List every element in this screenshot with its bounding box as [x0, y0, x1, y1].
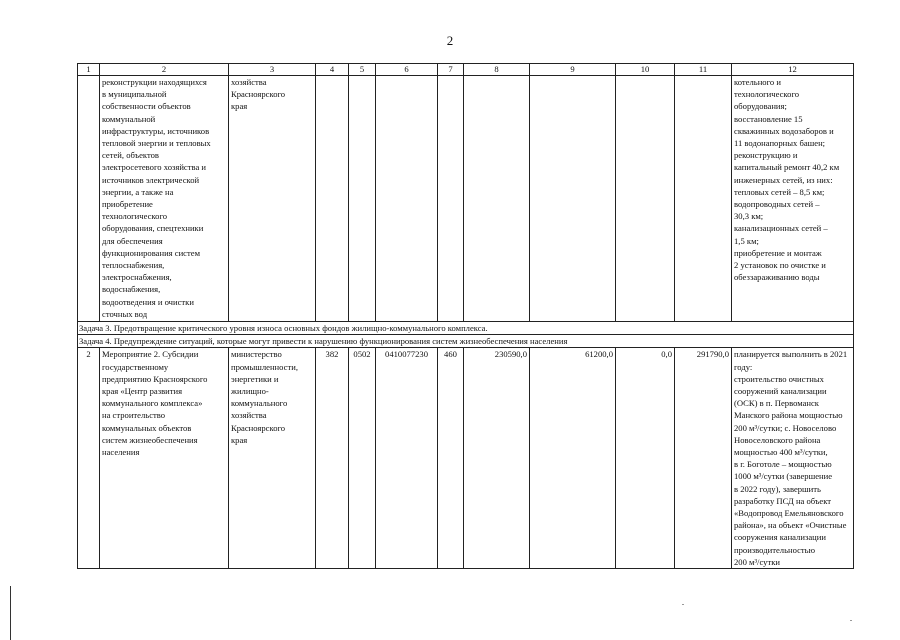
- target-article-cell: 0410077230: [376, 348, 438, 569]
- measure-name-cell: реконструкции находящихся в муниципальной собственности объектов коммунальной инфраструктуры, источников тепловой энергии и тепловых сетей, объектов электросетевого хозяйства и источников электрической энергии, а также на приобретение технологического оборудования, спецтехники для обеспечения функционирования систем теплоснабжения, электроснабжения, водоснабжения, водоотведения и очистки сточных вод: [100, 76, 229, 322]
- task-4-heading: Задача 4. Предупреждение ситуаций, которые могут привести к нарушению функционирования систем жизнеобеспечения населения: [78, 335, 854, 348]
- header-cell: 9: [530, 64, 616, 76]
- expected-result-cell: котельного и технологического оборудования; восстановление 15 скважинных водозаборов и 11 водонапорных башен; реконструкцию и капитальный ремонт 40,2 км инженерных сетей, из них: тепловых сетей – 8,5 км; водопроводных сетей – 30,3 км; канализационных сетей – 1,5 км; приобретение и монтаж 2 установок по очистке и обеззараживанию воды: [732, 76, 854, 322]
- empty-cell: [316, 76, 349, 322]
- header-cell: 10: [616, 64, 675, 76]
- table-header-row: [78, 64, 854, 76]
- header-cell: 8: [464, 64, 530, 76]
- task-3-heading: Задача 3. Предотвращение критического уровня износа основных фондов жилищно-коммунального комплекса.: [78, 322, 854, 335]
- page-number: 2: [446, 33, 454, 48]
- table-row: [78, 348, 854, 569]
- header-cell: 3: [229, 64, 316, 76]
- responsible-cell: министерство промышленности, энергетики и жилищно- коммунального хозяйства Красноярского края: [229, 348, 316, 569]
- task-row: [78, 322, 854, 335]
- amount-year2-cell: 61200,0: [530, 348, 616, 569]
- scan-speck: [850, 620, 852, 621]
- task-row: [78, 335, 854, 348]
- header-cell: 7: [438, 64, 464, 76]
- header-cell: 12: [732, 64, 854, 76]
- empty-cell: [438, 76, 464, 322]
- row-number-cell: [78, 76, 100, 322]
- table-row: [78, 76, 854, 322]
- header-cell: 5: [349, 64, 376, 76]
- row-number-cell: 2: [78, 348, 100, 569]
- measure-name-cell: Мероприятие 2. Субсидии государственному предприятию Красноярского края «Центр развития коммунального комплекса» на строительство коммунальных объектов систем жизнеобеспечения населения: [100, 348, 229, 569]
- scan-margin-line: [10, 586, 11, 640]
- empty-cell: [464, 76, 530, 322]
- header-cell: 1: [78, 64, 100, 76]
- header-cell: 11: [675, 64, 732, 76]
- empty-cell: [616, 76, 675, 322]
- empty-cell: [349, 76, 376, 322]
- header-cell: 4: [316, 64, 349, 76]
- amount-total-cell: 291790,0: [675, 348, 732, 569]
- header-cell: 2: [100, 64, 229, 76]
- responsible-cell: хозяйства Красноярского края: [229, 76, 316, 322]
- empty-cell: [675, 76, 732, 322]
- header-cell: 6: [376, 64, 438, 76]
- expense-type-cell: 460: [438, 348, 464, 569]
- empty-cell: [530, 76, 616, 322]
- expected-result-cell: планируется выполнить в 2021 году: строительство очистных сооружений канализации (ОСК) в п. Первоманск Манского района мощностью 200 м³/сутки; с. Новоселово Новоселовского района мощностью 400 м³/сутки, в г. Боготоле – мощностью 1000 м³/сутки (завершение в 2022 году), завершить разработку ПСД на объект «Водопровод Емельяновского района», на объект «Очистные сооружения канализации производительностью 200 м³/сутки: [732, 348, 854, 569]
- section-code-cell: 0502: [349, 348, 376, 569]
- amount-year3-cell: 0,0: [616, 348, 675, 569]
- document-table: [77, 63, 854, 569]
- amount-year1-cell: 230590,0: [464, 348, 530, 569]
- empty-cell: [376, 76, 438, 322]
- grbs-code-cell: 382: [316, 348, 349, 569]
- scan-speck: [682, 604, 684, 605]
